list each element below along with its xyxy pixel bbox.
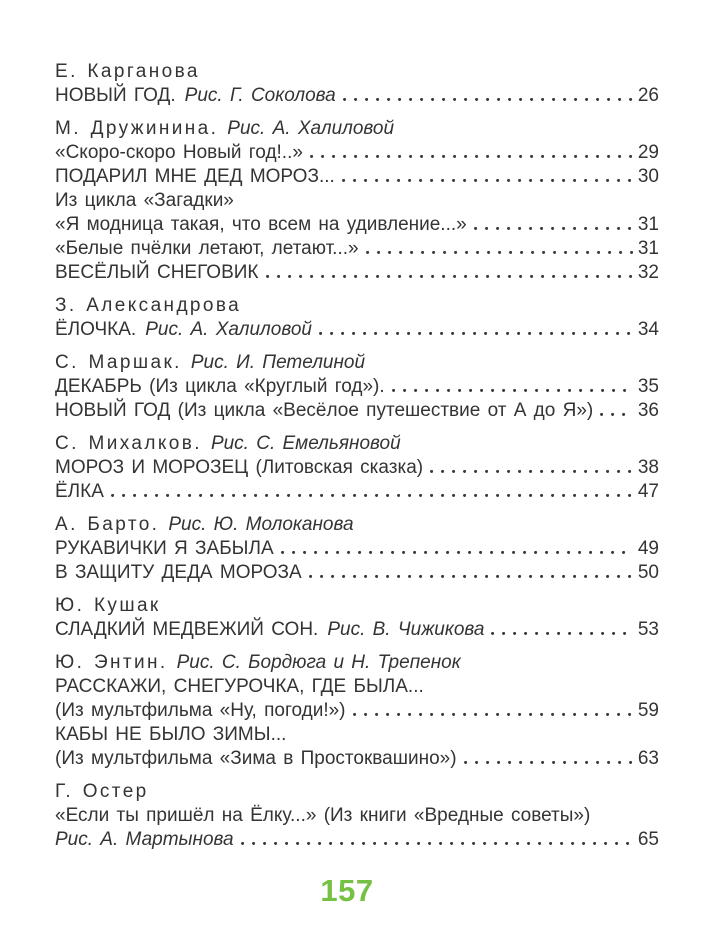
toc-entry-row: [55, 375, 659, 399]
dot-leader: [600, 412, 633, 416]
toc-page-ref: 38: [637, 457, 659, 478]
toc-page-ref: 30: [637, 166, 659, 187]
dot-leader: [111, 493, 633, 497]
toc-page-ref: 31: [637, 214, 659, 235]
toc-title: ВЕСЁЛЫЙ СНЕГОВИК: [55, 262, 259, 283]
toc-author-row: [55, 651, 659, 675]
toc-entry-row: [55, 261, 659, 285]
toc-entry-row: [55, 480, 659, 504]
toc-group: [55, 651, 659, 771]
toc-entry-row: [55, 318, 659, 342]
toc-author-name: М. Дружинина.: [55, 118, 219, 139]
dot-leader: [353, 712, 633, 716]
toc-page-ref: 26: [637, 85, 659, 106]
toc-page-ref: 47: [637, 481, 659, 502]
toc-page-ref: 32: [637, 262, 659, 283]
toc-group: [55, 432, 659, 504]
toc-illustrator-credit: Рис. С. Бордюга и Н. Трепенок: [176, 652, 461, 673]
toc-title: МОРОЗ И МОРОЗЕЦ (Литовская сказка): [55, 457, 424, 478]
toc-author-row: [55, 594, 659, 618]
toc-title: (Из мультфильма «Зима в Простоквашино»): [55, 748, 457, 769]
toc-page-ref: 50: [637, 562, 659, 583]
toc-entry-row: [55, 537, 659, 561]
toc-entry-row: [55, 618, 659, 642]
toc-list: [55, 60, 659, 861]
toc-title: (Из мультфильма «Ну, погоди!»): [55, 700, 346, 721]
toc-page-ref: 63: [637, 748, 659, 769]
toc-entry-row: [55, 699, 659, 723]
toc-group: [55, 294, 659, 342]
toc-entry-row: [55, 399, 659, 423]
toc-author-row: [55, 513, 659, 537]
toc-group: [55, 780, 659, 852]
toc-title: ДЕКАБРЬ (Из цикла «Круглый год»).: [55, 376, 385, 397]
toc-author-row: [55, 60, 659, 84]
toc-page-ref: 53: [637, 619, 659, 640]
toc-title: РАССКАЖИ, СНЕГУРОЧКА, ГДЕ БЫЛА...: [55, 676, 424, 697]
toc-author-row: [55, 432, 659, 456]
toc-title: «Если ты пришёл на Ёлку...» (Из книги «Вредные советы»): [55, 805, 591, 826]
toc-title: ЁЛКА: [55, 481, 104, 502]
dot-leader: [310, 154, 633, 158]
toc-entry-row: [55, 828, 659, 852]
toc-page-ref: 59: [637, 700, 659, 721]
toc-entry-row: [55, 723, 659, 747]
dot-leader: [474, 226, 633, 230]
toc-title: РУКАВИЧКИ Я ЗАБЫЛА: [55, 538, 274, 559]
toc-entry-row: [55, 804, 659, 828]
dot-leader: [464, 760, 633, 764]
toc-title: «Я модница такая, что всем на удивление...»: [55, 214, 467, 235]
toc-entry-row: [55, 84, 659, 108]
toc-entry-row: [55, 237, 659, 261]
toc-title: НОВЫЙ ГОД (Из цикла «Весёлое путешествие от А до Я»): [55, 400, 594, 421]
toc-entry-row: [55, 165, 659, 189]
toc-illustrator-credit: Рис. А. Мартынова: [55, 829, 234, 850]
dot-leader: [266, 274, 633, 278]
dot-leader: [281, 550, 633, 554]
toc-author-name: Е. Карганова: [55, 61, 200, 82]
toc-entry-row: [55, 213, 659, 237]
dot-leader: [342, 178, 633, 182]
dot-leader: [309, 574, 633, 578]
toc-page-ref: 65: [637, 829, 659, 850]
toc-group: [55, 594, 659, 642]
toc-author-name: С. Маршак.: [55, 352, 182, 373]
toc-group: [55, 513, 659, 585]
toc-entry-row: [55, 456, 659, 480]
toc-page-ref: 35: [637, 376, 659, 397]
dot-leader: [392, 388, 633, 392]
toc-title: «Скоро-скоро Новый год!..»: [55, 142, 303, 163]
toc-entry-row: [55, 675, 659, 699]
toc-group: [55, 60, 659, 108]
dot-leader: [430, 469, 633, 473]
toc-author-row: [55, 294, 659, 318]
toc-entry-row: [55, 189, 659, 213]
toc-page-ref: 31: [637, 238, 659, 259]
toc-author-row: [55, 117, 659, 141]
toc-title: «Белые пчёлки летают, летают...»: [55, 238, 359, 259]
toc-title: ПОДАРИЛ МНЕ ДЕД МОРОЗ...: [55, 166, 335, 187]
toc-group: [55, 351, 659, 423]
toc-title: В ЗАЩИТУ ДЕДА МОРОЗА: [55, 562, 302, 583]
toc-page-ref: 29: [637, 142, 659, 163]
toc-author-name: А. Барто.: [55, 514, 160, 535]
dot-leader: [241, 841, 633, 845]
toc-author-name: Ю. Энтин.: [55, 652, 168, 673]
dot-leader: [366, 250, 633, 254]
toc-entry-row: [55, 747, 659, 771]
toc-author-name: З. Александрова: [55, 295, 242, 316]
toc-author-name: Ю. Кушак: [55, 595, 161, 616]
toc-illustrator-credit: Рис. В. Чижикова: [327, 619, 485, 640]
toc-illustrator-credit: Рис. Ю. Молоканова: [168, 514, 354, 535]
toc-entry-row: [55, 561, 659, 585]
toc-illustrator-credit: Рис. Г. Соколова: [184, 85, 336, 106]
toc-illustrator-credit: Рис. А. Халиловой: [145, 319, 312, 340]
toc-title: НОВЫЙ ГОД.: [55, 85, 176, 106]
toc-group: [55, 117, 659, 285]
toc-title: Из цикла «Загадки»: [55, 190, 234, 211]
toc-author-row: [55, 780, 659, 804]
toc-title: СЛАДКИЙ МЕДВЕЖИЙ СОН.: [55, 619, 319, 640]
toc-author-name: С. Михалков.: [55, 433, 202, 454]
toc-title: ЁЛОЧКА.: [55, 319, 137, 340]
toc-illustrator-credit: Рис. С. Емельяновой: [210, 433, 401, 454]
toc-illustrator-credit: Рис. А. Халиловой: [227, 118, 395, 139]
toc-title: КАБЫ НЕ БЫЛО ЗИМЫ...: [55, 724, 287, 745]
page-number: 157: [320, 873, 374, 908]
toc-author-name: Г. Остер: [55, 781, 149, 802]
toc-page-ref: 49: [637, 538, 659, 559]
dot-leader: [319, 331, 633, 335]
dot-leader: [491, 631, 632, 635]
toc-author-row: [55, 351, 659, 375]
toc-entry-row: [55, 141, 659, 165]
toc-illustrator-credit: Рис. И. Петелиной: [190, 352, 366, 373]
toc-page-ref: 34: [637, 319, 659, 340]
toc-page-ref: 36: [637, 400, 659, 421]
dot-leader: [343, 97, 633, 101]
